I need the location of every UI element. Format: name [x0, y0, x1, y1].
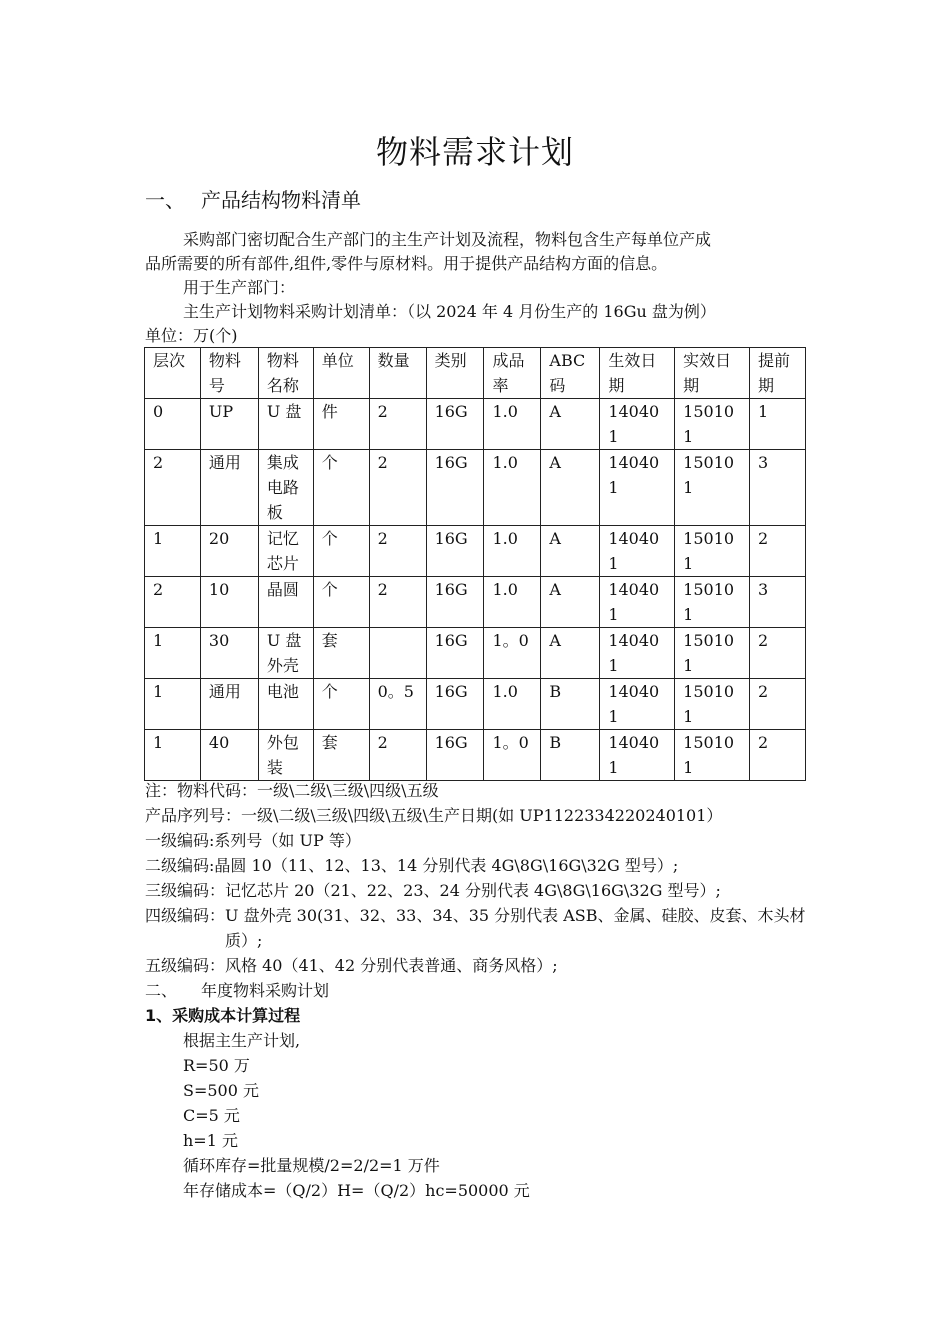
- note-line: 二级编码:晶圆 10（11、12、13、14 分别代表 4G\8G\16G\32G 型号）;: [145, 856, 679, 875]
- table-cell: 16G: [426, 526, 484, 577]
- calc-line: 根据主生产计划,: [183, 1031, 301, 1050]
- note-line: 产品序列号：一级\二级\三级\四级\五级\生产日期(如 UP1122334220240101）: [145, 806, 723, 825]
- unit-line: 单位：万(个): [145, 326, 238, 345]
- header-cell: 层次: [145, 348, 201, 399]
- table-cell: 40: [200, 730, 258, 781]
- table-cell: 0。5: [369, 679, 426, 730]
- header-cell: 单位: [313, 348, 369, 399]
- table-cell: 个: [313, 450, 369, 526]
- table-cell: 150101: [675, 399, 750, 450]
- note-label: 四级编码：: [145, 906, 226, 925]
- table-row: [145, 399, 806, 450]
- table-cell: A: [541, 450, 600, 526]
- header-cell: 生效日期: [600, 348, 675, 399]
- table-cell: 1.0: [484, 679, 541, 730]
- table-cell: 16G: [426, 679, 484, 730]
- calc-line: R=50 万: [183, 1056, 250, 1075]
- table-cell: 通用: [200, 679, 258, 730]
- table-cell: 1: [145, 730, 201, 781]
- table-cell: 2: [750, 679, 806, 730]
- table-cell: A: [541, 399, 600, 450]
- table-cell: 2: [369, 526, 426, 577]
- note-line: 五级编码：风格 40（41、42 分别代表普通、商务风格）;: [145, 956, 558, 975]
- note-text: U 盘外壳 30(31、32、33、34、35 分别代表 ASB、金属、硅胶、皮套、木头材质）;: [225, 906, 806, 950]
- table-cell: 3: [750, 450, 806, 526]
- note-line: 注：物料代码：一级\二级\三级\四级\五级: [145, 781, 439, 800]
- table-cell: 通用: [200, 450, 258, 526]
- table-cell: 140401: [600, 450, 675, 526]
- calc-line: 年存储成本=（Q/2）H=（Q/2）hc=50000 元: [183, 1181, 530, 1200]
- table-cell: 150101: [675, 628, 750, 679]
- table-row: [145, 577, 806, 628]
- table-cell: 1: [145, 679, 201, 730]
- subsection-heading: 1、采购成本计算过程: [145, 1006, 301, 1025]
- table-cell: 套: [313, 628, 369, 679]
- note-line: 一级编码:系列号（如 UP 等）: [145, 831, 361, 850]
- bom-table: [144, 347, 806, 781]
- table-cell: 1: [145, 526, 201, 577]
- table-row: [145, 526, 806, 577]
- table-cell: 16G: [426, 577, 484, 628]
- section-number: 二、: [145, 981, 178, 1000]
- table-cell: 1。0: [484, 628, 541, 679]
- table-cell: 150101: [675, 526, 750, 577]
- table-row: [145, 450, 806, 526]
- table-cell: 2: [750, 628, 806, 679]
- table-cell: 2: [145, 450, 201, 526]
- calc-line: C=5 元: [183, 1106, 240, 1125]
- note-line: 三级编码：记忆芯片 20（21、22、23、24 分别代表 4G\8G\16G\32G 型号）;: [145, 881, 721, 900]
- table-cell: 2: [369, 730, 426, 781]
- note-line: [145, 903, 835, 953]
- header-cell: ABC码: [541, 348, 600, 399]
- header-cell: 成品率: [484, 348, 541, 399]
- table-cell: 2: [369, 399, 426, 450]
- table-row: [145, 628, 806, 679]
- table-cell: 140401: [600, 730, 675, 781]
- table-cell: 1.0: [484, 577, 541, 628]
- section-heading-2: [145, 978, 835, 1003]
- table-cell: [369, 628, 426, 679]
- intro-line-2: 品所需要的所有部件,组件,零件与原材料。用于提供产品结构方面的信息。: [145, 254, 668, 273]
- table-cell: 记忆芯片: [258, 526, 313, 577]
- table-cell: 1.0: [484, 399, 541, 450]
- table-cell: 电池: [258, 679, 313, 730]
- table-cell: 1.0: [484, 450, 541, 526]
- table-cell: 1: [145, 628, 201, 679]
- table-cell: 2: [750, 730, 806, 781]
- table-cell: A: [541, 628, 600, 679]
- table-cell: 1: [750, 399, 806, 450]
- table-cell: 16G: [426, 628, 484, 679]
- table-row: [145, 730, 806, 781]
- table-cell: 0: [145, 399, 201, 450]
- section-title: 产品结构物料清单: [201, 188, 361, 212]
- section-heading-1: [145, 184, 361, 216]
- table-cell: 套: [313, 730, 369, 781]
- table-cell: A: [541, 577, 600, 628]
- intro-line-4: 主生产计划物料采购计划清单：（以 2024 年 4 月份生产的 16Gu 盘为例）: [183, 302, 716, 321]
- header-cell: 物料号: [200, 348, 258, 399]
- table-cell: 外包装: [258, 730, 313, 781]
- calc-line: 循环库存=批量规模/2=2/2=1 万件: [183, 1156, 440, 1175]
- table-cell: U 盘: [258, 399, 313, 450]
- table-cell: 3: [750, 577, 806, 628]
- table-cell: 20: [200, 526, 258, 577]
- table-cell: 16G: [426, 399, 484, 450]
- table-cell: 150101: [675, 450, 750, 526]
- table-cell: 140401: [600, 628, 675, 679]
- table-cell: B: [541, 730, 600, 781]
- table-cell: 个: [313, 526, 369, 577]
- header-cell: 数量: [369, 348, 426, 399]
- header-cell: 提前期: [750, 348, 806, 399]
- table-cell: 个: [313, 577, 369, 628]
- table-cell: 件: [313, 399, 369, 450]
- table-cell: 150101: [675, 577, 750, 628]
- table-cell: B: [541, 679, 600, 730]
- intro-line-3: 用于生产部门：: [183, 278, 296, 297]
- table-cell: 10: [200, 577, 258, 628]
- table-cell: 150101: [675, 730, 750, 781]
- table-cell: 个: [313, 679, 369, 730]
- table-cell: 2: [750, 526, 806, 577]
- notes-block: [145, 778, 835, 1028]
- table-cell: 30: [200, 628, 258, 679]
- header-cell: 物料名称: [258, 348, 313, 399]
- page-title: 物料需求计划: [375, 133, 574, 171]
- table-cell: 1。0: [484, 730, 541, 781]
- section-title: 年度物料采购计划: [201, 981, 330, 1000]
- table-cell: U 盘外壳: [258, 628, 313, 679]
- table-cell: 2: [369, 450, 426, 526]
- table-cell: 140401: [600, 399, 675, 450]
- table-row: [145, 679, 806, 730]
- table-cell: 140401: [600, 526, 675, 577]
- table-cell: 2: [369, 577, 426, 628]
- table-cell: 16G: [426, 450, 484, 526]
- calc-line: h=1 元: [183, 1131, 238, 1150]
- table-header-row: [145, 348, 806, 399]
- calc-block: [183, 1028, 530, 1203]
- table-cell: 140401: [600, 679, 675, 730]
- table-cell: 16G: [426, 730, 484, 781]
- table-cell: 150101: [675, 679, 750, 730]
- intro-line-1: 采购部门密切配合生产部门的主生产计划及流程，物料包含生产每单位产成: [183, 230, 712, 249]
- table-cell: 晶圆: [258, 577, 313, 628]
- section-number: 一、: [145, 188, 185, 212]
- table-cell: 2: [145, 577, 201, 628]
- header-cell: 实效日期: [675, 348, 750, 399]
- table-cell: A: [541, 526, 600, 577]
- calc-line: S=500 元: [183, 1081, 259, 1100]
- table-cell: 1.0: [484, 526, 541, 577]
- table-cell: 140401: [600, 577, 675, 628]
- header-cell: 类别: [426, 348, 484, 399]
- table-cell: UP: [200, 399, 258, 450]
- table-cell: 集成电路板: [258, 450, 313, 526]
